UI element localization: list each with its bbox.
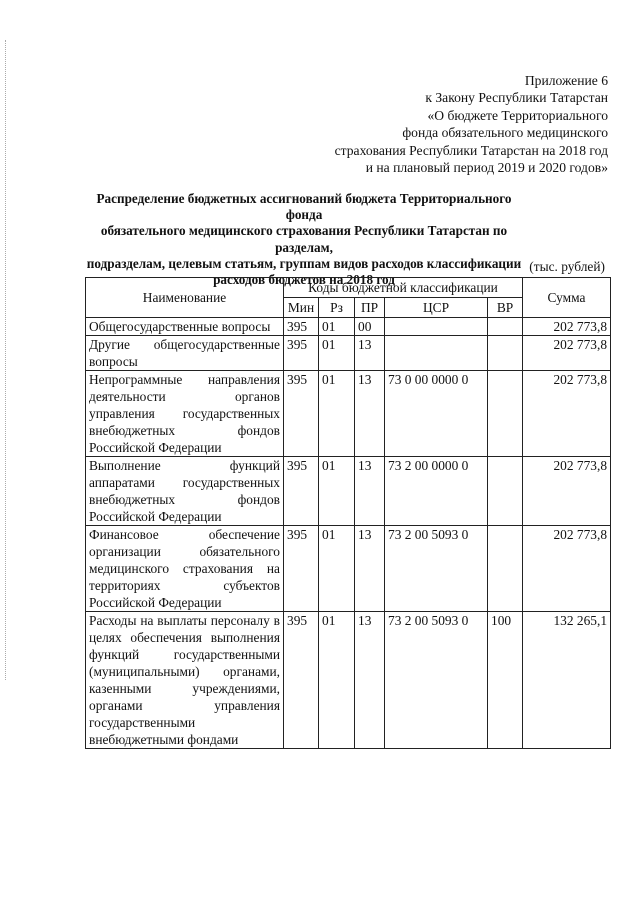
scan-edge-mark [5, 40, 7, 680]
appendix-line: и на плановый период 2019 и 2020 годов» [365, 160, 608, 176]
table-header-row [86, 278, 611, 298]
row-vr [488, 457, 523, 526]
row-vr [488, 336, 523, 371]
appendix-header [248, 72, 608, 176]
row-pr: 13 [355, 457, 385, 526]
row-sum: 202 773,8 [523, 526, 611, 612]
row-rz: 01 [319, 457, 355, 526]
row-min: 395 [284, 371, 319, 457]
row-rz: 01 [319, 318, 355, 336]
row-min: 395 [284, 526, 319, 612]
row-name: Расходы на выплаты персоналу в целях обеспечения выполнения функций государственными (муниципальными) органами, казенными учреждениями, органами управления государственными внебюджетными фондами [86, 612, 284, 749]
table-row [86, 318, 611, 336]
header-name: Наименование [86, 278, 284, 318]
table-row [86, 336, 611, 371]
header-codes-group: Коды бюджетной классификации [284, 278, 523, 298]
appendix-line: страхования Республики Татарстан на 2018 год [334, 142, 608, 158]
row-name: Выполнение функций аппаратами государственных внебюджетных фондов Российской Федерации [86, 457, 284, 526]
row-csr [385, 318, 488, 336]
row-csr [385, 336, 488, 371]
row-name: Другие общегосударственные вопросы [86, 336, 284, 371]
row-vr [488, 318, 523, 336]
row-rz: 01 [319, 371, 355, 457]
row-min: 395 [284, 318, 319, 336]
header-sum: Сумма [523, 278, 611, 318]
header-rz: Рз [319, 298, 355, 318]
row-sum: 202 773,8 [523, 457, 611, 526]
row-csr: 73 2 00 5093 0 [385, 612, 488, 749]
row-rz: 01 [319, 336, 355, 371]
table-row [86, 371, 611, 457]
row-rz: 01 [319, 612, 355, 749]
table-row [86, 457, 611, 526]
appendix-line: «О бюджете Территориального [427, 107, 608, 123]
row-name: Непрограммные направления деятельности органов управления государственных внебюджетных фондов Российской Федерации [86, 371, 284, 457]
table-row [86, 526, 611, 612]
header-pr: ПР [355, 298, 385, 318]
row-csr: 73 0 00 0000 0 [385, 371, 488, 457]
row-pr: 00 [355, 318, 385, 336]
appendix-line: фонда обязательного медицинского [402, 125, 608, 141]
row-min: 395 [284, 457, 319, 526]
title-line: расходов бюджетов на 2018 год [213, 272, 395, 288]
row-rz: 01 [319, 526, 355, 612]
header-vr: ВР [488, 298, 523, 318]
title-line: обязательного медицинского страхования Республики Татарстан по разделам, [100, 223, 508, 255]
appendix-line: к Закону Республики Татарстан [425, 90, 608, 106]
row-pr: 13 [355, 612, 385, 749]
table-row [86, 612, 611, 749]
units-label: (тыс. рублей) [529, 259, 605, 274]
title-line: Распределение бюджетных ассигнований бюджета Территориального фонда [96, 191, 512, 223]
row-vr [488, 371, 523, 457]
appendix-line: Приложение 6 [524, 73, 608, 88]
row-csr: 73 2 00 5093 0 [385, 526, 488, 612]
row-vr: 100 [488, 612, 523, 749]
row-pr: 13 [355, 371, 385, 457]
row-vr [488, 526, 523, 612]
row-min: 395 [284, 612, 319, 749]
row-name: Финансовое обеспечение организации обязательного медицинского страхования на территориях субъектов Российской Федерации [86, 526, 284, 612]
document-title [80, 191, 528, 288]
row-csr: 73 2 00 0000 0 [385, 457, 488, 526]
header-csr: ЦСР [385, 298, 488, 318]
title-line: подразделам, целевым статьям, группам видов расходов классификации [86, 255, 522, 271]
row-sum: 202 773,8 [523, 336, 611, 371]
row-pr: 13 [355, 336, 385, 371]
budget-table [85, 277, 611, 749]
row-pr: 13 [355, 526, 385, 612]
row-min: 395 [284, 336, 319, 371]
row-name: Общегосударственные вопросы [86, 318, 284, 336]
header-min: Мин [284, 298, 319, 318]
row-sum: 202 773,8 [523, 371, 611, 457]
row-sum: 132 265,1 [523, 612, 611, 749]
row-sum: 202 773,8 [523, 318, 611, 336]
